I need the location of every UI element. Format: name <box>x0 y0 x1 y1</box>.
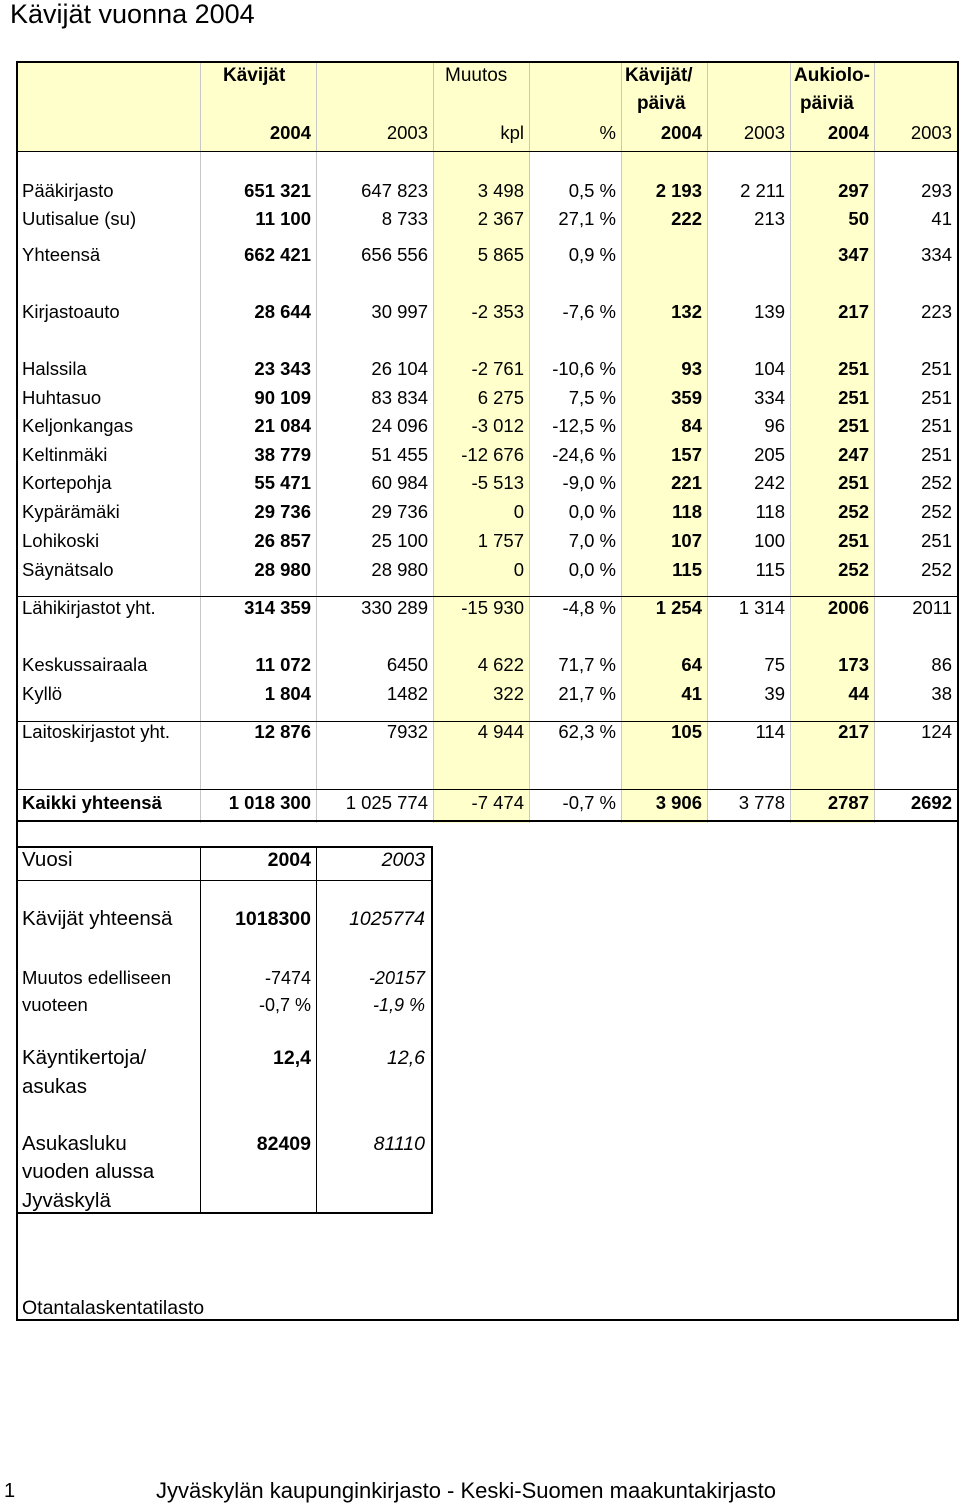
summary-visits-label: Käyntikertoja/ <box>22 1046 147 1069</box>
table-cell: 0,0 % <box>568 559 616 580</box>
table-cell: 71,7 % <box>558 654 616 675</box>
column-header: kpl <box>500 122 524 143</box>
table-cell: 0,9 % <box>568 244 616 265</box>
footer-text: Jyväskylän kaupunginkirjasto - Keski-Suomen maakuntakirjasto <box>156 1478 776 1503</box>
column-header: 2003 <box>386 122 428 143</box>
row-label: Kortepohja <box>22 472 112 493</box>
table-cell: 21,7 % <box>558 683 616 704</box>
table-cell: -15 930 <box>461 597 524 618</box>
table-cell: 7,0 % <box>568 530 616 551</box>
row-label: Keltinmäki <box>22 444 108 465</box>
row-label: Säynätsalo <box>22 559 114 580</box>
table-cell: 60 984 <box>371 472 428 493</box>
table-cell: 252 <box>921 501 952 522</box>
table-row <box>0 441 960 469</box>
header-visitors-per-day: päivä <box>637 93 686 114</box>
table-cell: 26 104 <box>371 358 428 379</box>
table-cell: 0,0 % <box>568 501 616 522</box>
summary-year-2004: 2004 <box>267 849 311 871</box>
table-cell: 252 <box>921 472 952 493</box>
table-row <box>0 384 960 412</box>
table-cell: 217 <box>838 721 869 742</box>
table-cell: -5 513 <box>471 472 524 493</box>
table-cell: 96 <box>764 415 785 436</box>
table-cell: 4 622 <box>477 654 524 675</box>
table-cell: 251 <box>838 530 869 551</box>
table-cell: 252 <box>838 501 869 522</box>
source-note: Otantalaskentatilasto <box>22 1297 205 1319</box>
row-label: Kyllö <box>22 683 63 704</box>
column-header: 2004 <box>269 122 311 143</box>
table-cell: -10,6 % <box>552 358 616 379</box>
row-label: Lohikoski <box>22 530 100 551</box>
table-cell: 12 876 <box>254 721 311 742</box>
row-label: Keskussairaala <box>22 654 148 675</box>
table-cell: 11 100 <box>255 208 311 229</box>
table-cell: 334 <box>754 387 785 408</box>
table-cell: 221 <box>671 472 702 493</box>
page-number: 1 <box>4 1480 16 1502</box>
header-visitors-per-day: Kävijät/ <box>625 65 693 86</box>
table-cell: -0,7 % <box>562 792 616 813</box>
table-cell: 2 367 <box>477 208 524 229</box>
table-cell: 21 084 <box>254 415 311 436</box>
row-label: Laitoskirjastot yht. <box>22 721 171 742</box>
row-label: Huhtasuo <box>22 387 102 408</box>
table-cell: 1 757 <box>477 530 524 551</box>
table-cell: 3 906 <box>655 792 702 813</box>
table-cell: 44 <box>848 683 869 704</box>
summary-change-pct-2003: -1,9 % <box>372 995 425 1015</box>
summary-visits-2004: 12,4 <box>273 1047 311 1069</box>
table-cell: 297 <box>838 180 869 201</box>
table-cell: 104 <box>754 358 785 379</box>
table-row <box>0 789 960 817</box>
table-row <box>0 298 960 326</box>
row-label: Pääkirjasto <box>22 180 114 201</box>
table-cell: 7932 <box>386 721 428 742</box>
table-cell: -2 761 <box>471 358 524 379</box>
header-open-days: päiviä <box>800 93 854 114</box>
column-header-row <box>0 119 960 147</box>
summary-change-pct-2004: -0,7 % <box>258 995 311 1015</box>
table-cell: 124 <box>921 721 952 742</box>
row-label: Keljonkangas <box>22 415 134 436</box>
table-cell: 107 <box>671 530 702 551</box>
table-cell: -3 012 <box>471 415 524 436</box>
table-cell: 293 <box>921 180 952 201</box>
table-cell: 662 421 <box>244 244 311 265</box>
table-cell: 157 <box>671 444 702 465</box>
table-row <box>0 469 960 497</box>
table-cell: 0,5 % <box>568 180 616 201</box>
column-header: 2003 <box>743 122 785 143</box>
table-cell: 3 778 <box>738 792 785 813</box>
table-row <box>0 205 960 233</box>
table-cell: 314 359 <box>244 597 311 618</box>
table-cell: 28 980 <box>371 559 428 580</box>
summary-visits-2003: 12,6 <box>387 1047 425 1069</box>
table-cell: 1 314 <box>738 597 785 618</box>
row-label: Yhteensä <box>22 244 101 265</box>
table-cell: 651 321 <box>244 180 311 201</box>
rule-header <box>18 151 957 152</box>
summary-change-label: vuoteen <box>22 994 88 1015</box>
table-cell: 51 455 <box>371 444 428 465</box>
table-cell: 29 736 <box>254 501 311 522</box>
table-cell: 2 193 <box>655 180 702 201</box>
table-cell: 90 109 <box>254 387 311 408</box>
column-header: 2004 <box>827 122 869 143</box>
table-cell <box>707 241 785 269</box>
summary-year-label: Vuosi <box>22 848 73 871</box>
table-cell: 1 025 774 <box>345 792 428 813</box>
table-cell: 173 <box>838 654 869 675</box>
table-cell: 2692 <box>910 792 952 813</box>
table-cell: 330 289 <box>361 597 428 618</box>
header-open-days: Aukiolo- <box>794 65 870 86</box>
table-cell: 251 <box>838 472 869 493</box>
header-visitors: Kävijät <box>223 65 286 86</box>
table-cell: 1 018 300 <box>228 792 311 813</box>
table-cell: 38 779 <box>254 444 311 465</box>
table-cell: 41 <box>931 208 952 229</box>
table-cell <box>621 241 702 269</box>
table-cell: -24,6 % <box>552 444 616 465</box>
table-cell: 55 471 <box>254 472 311 493</box>
table-cell: -12 676 <box>461 444 524 465</box>
table-cell: 647 823 <box>361 180 428 201</box>
table-cell: 4 944 <box>477 721 524 742</box>
table-cell: 223 <box>921 301 952 322</box>
table-cell: 75 <box>764 654 785 675</box>
table-cell: 93 <box>681 358 702 379</box>
table-cell: 26 857 <box>254 530 311 551</box>
table-cell: 3 498 <box>477 180 524 201</box>
table-row <box>0 177 960 205</box>
table-cell: 83 834 <box>371 387 428 408</box>
table-row <box>0 355 960 383</box>
table-cell: 251 <box>921 444 952 465</box>
table-cell: 100 <box>754 530 785 551</box>
summary-population-2004: 82409 <box>256 1133 311 1155</box>
table-cell: -2 353 <box>471 301 524 322</box>
summary-change-2003: -20157 <box>368 968 425 988</box>
table-row <box>0 498 960 526</box>
table-cell: 242 <box>754 472 785 493</box>
table-cell: 656 556 <box>361 244 428 265</box>
rule-table-end <box>18 820 957 822</box>
table-row <box>0 241 960 269</box>
table-cell: 6 275 <box>477 387 524 408</box>
table-row <box>0 556 960 584</box>
table-cell: 5 865 <box>477 244 524 265</box>
table-cell: 251 <box>838 415 869 436</box>
table-cell: -7 474 <box>471 792 524 813</box>
table-cell: 64 <box>681 654 702 675</box>
table-cell: 30 997 <box>371 301 428 322</box>
summary-visitors-2003: 1025774 <box>349 908 425 930</box>
table-cell: 62,3 % <box>558 721 616 742</box>
table-cell: 251 <box>838 387 869 408</box>
table-cell: 222 <box>671 208 702 229</box>
table-cell: 27,1 % <box>558 208 616 229</box>
summary-population-label: Asukasluku <box>22 1132 127 1155</box>
column-header: 2004 <box>660 122 702 143</box>
summary-visits-label: asukas <box>22 1075 87 1098</box>
table-cell: 2011 <box>912 597 952 618</box>
summary-year-2003: 2003 <box>381 849 425 871</box>
row-label: Halssila <box>22 358 87 379</box>
table-cell: 217 <box>838 301 869 322</box>
table-cell: 25 100 <box>371 530 428 551</box>
row-label: Kaikki yhteensä <box>22 792 162 813</box>
table-cell: 251 <box>921 387 952 408</box>
table-cell: -7,6 % <box>562 301 616 322</box>
table-row <box>0 594 960 622</box>
row-label: Kirjastoauto <box>22 301 120 322</box>
table-cell: 50 <box>848 208 869 229</box>
page-title: Kävijät vuonna 2004 <box>10 0 255 29</box>
table-cell: 251 <box>921 415 952 436</box>
table-cell: 28 980 <box>254 559 311 580</box>
table-cell: 252 <box>921 559 952 580</box>
table-cell: 247 <box>838 444 869 465</box>
header-change: Muutos <box>445 65 508 86</box>
table-cell: 24 096 <box>371 415 428 436</box>
table-cell: 38 <box>931 683 952 704</box>
table-cell: -9,0 % <box>562 472 616 493</box>
summary-rule <box>18 880 431 881</box>
table-cell: 359 <box>671 387 702 408</box>
table-cell: 118 <box>755 501 785 522</box>
table-cell: 115 <box>755 559 785 580</box>
table-cell: 29 736 <box>371 501 428 522</box>
table-cell: 115 <box>672 559 702 580</box>
table-cell: 252 <box>838 559 869 580</box>
summary-visitors-2004: 1018300 <box>235 908 311 930</box>
column-header: % <box>599 122 616 143</box>
row-label: Kypärämäki <box>22 501 120 522</box>
summary-population-label: vuoden alussa <box>22 1160 155 1183</box>
table-cell: 2006 <box>827 597 869 618</box>
table-cell: 213 <box>754 208 785 229</box>
table-cell: 251 <box>921 530 952 551</box>
table-cell: 1 804 <box>264 683 311 704</box>
summary-change-label: Muutos edelliseen <box>22 967 172 988</box>
table-cell: 251 <box>838 358 869 379</box>
table-row <box>0 527 960 555</box>
table-cell: 334 <box>921 244 952 265</box>
table-cell: 251 <box>921 358 952 379</box>
row-label: Uutisalue (su) <box>22 208 137 229</box>
table-row <box>0 412 960 440</box>
table-cell: -4,8 % <box>562 597 616 618</box>
table-row <box>0 651 960 679</box>
table-cell: 205 <box>754 444 785 465</box>
table-cell: 118 <box>672 501 702 522</box>
summary-population-2003: 81110 <box>373 1133 425 1155</box>
table-cell: -12,5 % <box>552 415 616 436</box>
table-cell: 2 211 <box>740 180 785 201</box>
table-row <box>0 680 960 708</box>
table-cell: 28 644 <box>254 301 311 322</box>
table-cell: 1 254 <box>655 597 702 618</box>
table-cell: 39 <box>764 683 785 704</box>
table-cell: 132 <box>671 301 702 322</box>
table-cell: 139 <box>754 301 785 322</box>
summary-visitors-label: Kävijät yhteensä <box>22 907 173 930</box>
table-cell: 86 <box>931 654 952 675</box>
table-cell: 41 <box>681 683 702 704</box>
table-cell: 7,5 % <box>568 387 616 408</box>
summary-population-label: Jyväskylä <box>22 1189 111 1212</box>
table-cell: 322 <box>493 683 524 704</box>
table-cell: 2787 <box>827 792 869 813</box>
summary-change-2004: -7474 <box>264 968 311 988</box>
table-cell: 347 <box>838 244 869 265</box>
table-cell: 6450 <box>386 654 428 675</box>
table-cell: 105 <box>671 721 702 742</box>
table-row <box>0 718 960 746</box>
table-cell: 0 <box>513 501 524 522</box>
table-cell: 1482 <box>386 683 428 704</box>
table-cell: 114 <box>755 721 785 742</box>
table-cell: 8 733 <box>381 208 428 229</box>
table-cell: 84 <box>681 415 702 436</box>
column-header: 2003 <box>910 122 952 143</box>
table-cell: 0 <box>513 559 524 580</box>
table-cell: 11 072 <box>255 654 311 675</box>
row-label: Lähikirjastot yht. <box>22 597 156 618</box>
table-cell: 23 343 <box>254 358 311 379</box>
